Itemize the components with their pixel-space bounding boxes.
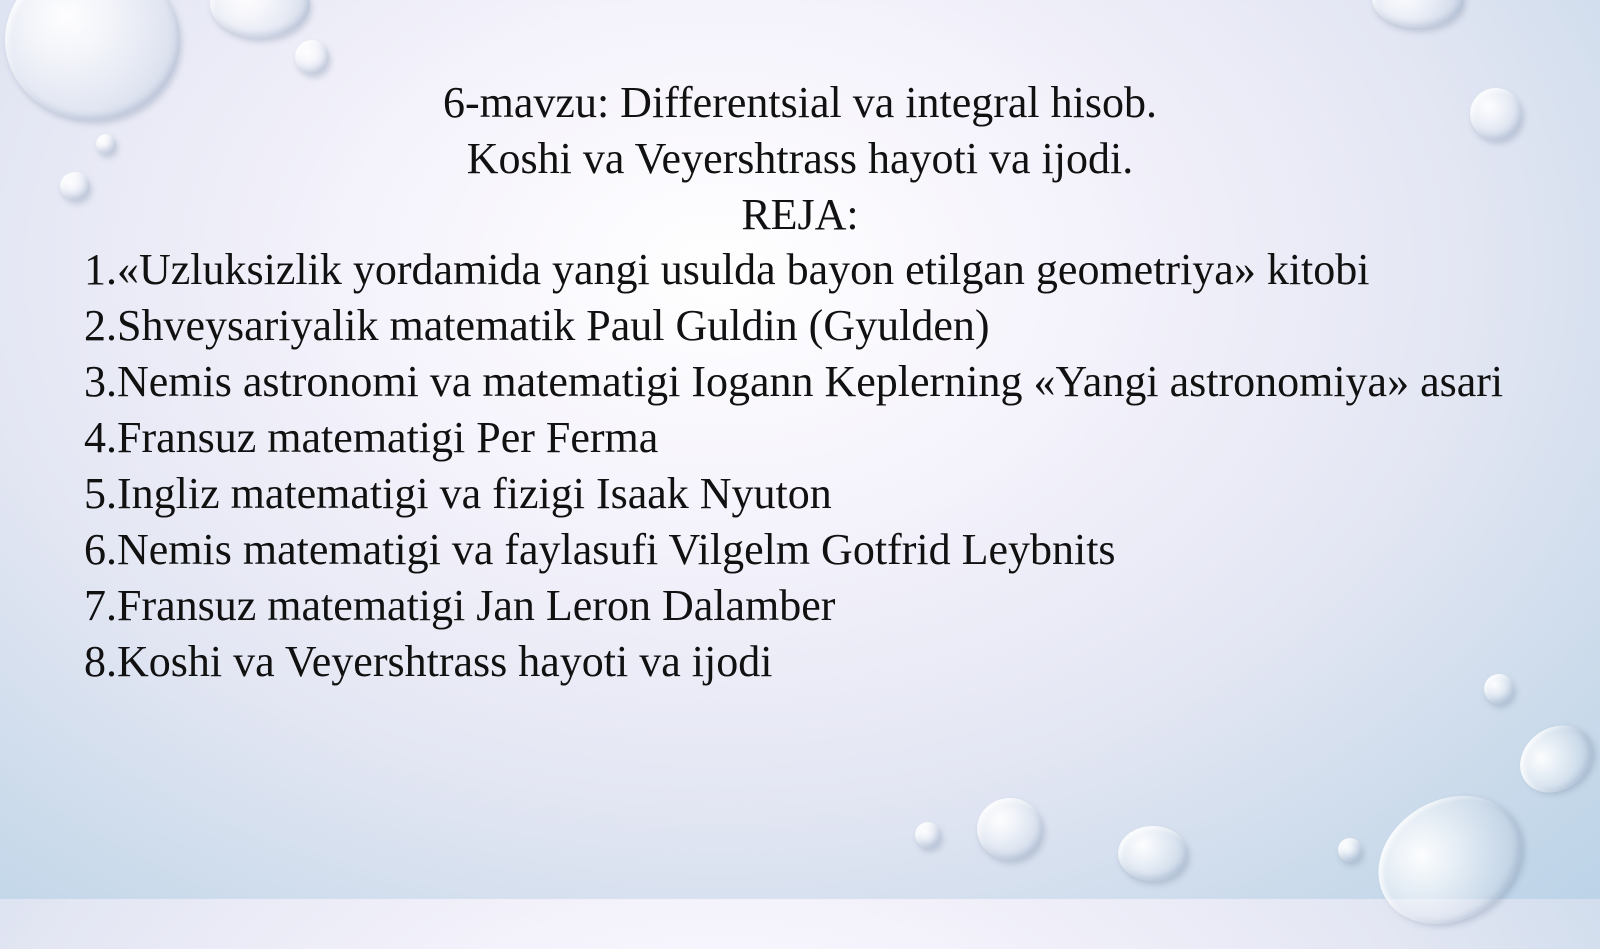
plan-item: 7.Fransuz matematigi Jan Leron Dalamber (84, 581, 836, 630)
plan-item: 6.Nemis matematigi va faylasufi Vilgelm Gotfrid Leybnits (84, 525, 1116, 574)
plan-item: 2.Shveysariyalik matematik Paul Guldin (Gyulden) (84, 301, 990, 350)
plan-item: 8.Koshi va Veyershtrass hayoti va ijodi (84, 637, 773, 686)
water-drop-decoration (210, 0, 310, 38)
slide-title-line1: 6-mavzu: Differentsial va integral hisob. (443, 78, 1157, 127)
water-drop-decoration (1118, 826, 1188, 881)
water-drop-decoration (1372, 0, 1464, 28)
slide-title-line2: Koshi va Veyershtrass hayoti va ijodi. (466, 134, 1134, 183)
plan-item: 1.«Uzluksizlik yordamida yangi usulda bayon etilgan geometriya» kitobi (84, 245, 1370, 294)
slide-header (0, 75, 1600, 243)
plan-label: REJA: (741, 190, 859, 239)
plan-item: 5.Ingliz matematigi va fizigi Isaak Nyuton (84, 469, 832, 518)
water-drop-decoration (915, 822, 941, 848)
plan-list (84, 242, 1524, 690)
water-drop-decoration (295, 40, 329, 74)
water-drop-decoration (1355, 771, 1545, 949)
water-drop-decoration (977, 798, 1043, 860)
plan-item: 3.Nemis astronomi va matematigi Iogann Keplerning «Yangi astronomiya» asari (84, 357, 1504, 406)
plan-item: 4.Fransuz matematigi Per Ferma (84, 413, 659, 462)
water-drop-decoration (1338, 838, 1362, 862)
water-drop-decoration (1507, 712, 1600, 806)
